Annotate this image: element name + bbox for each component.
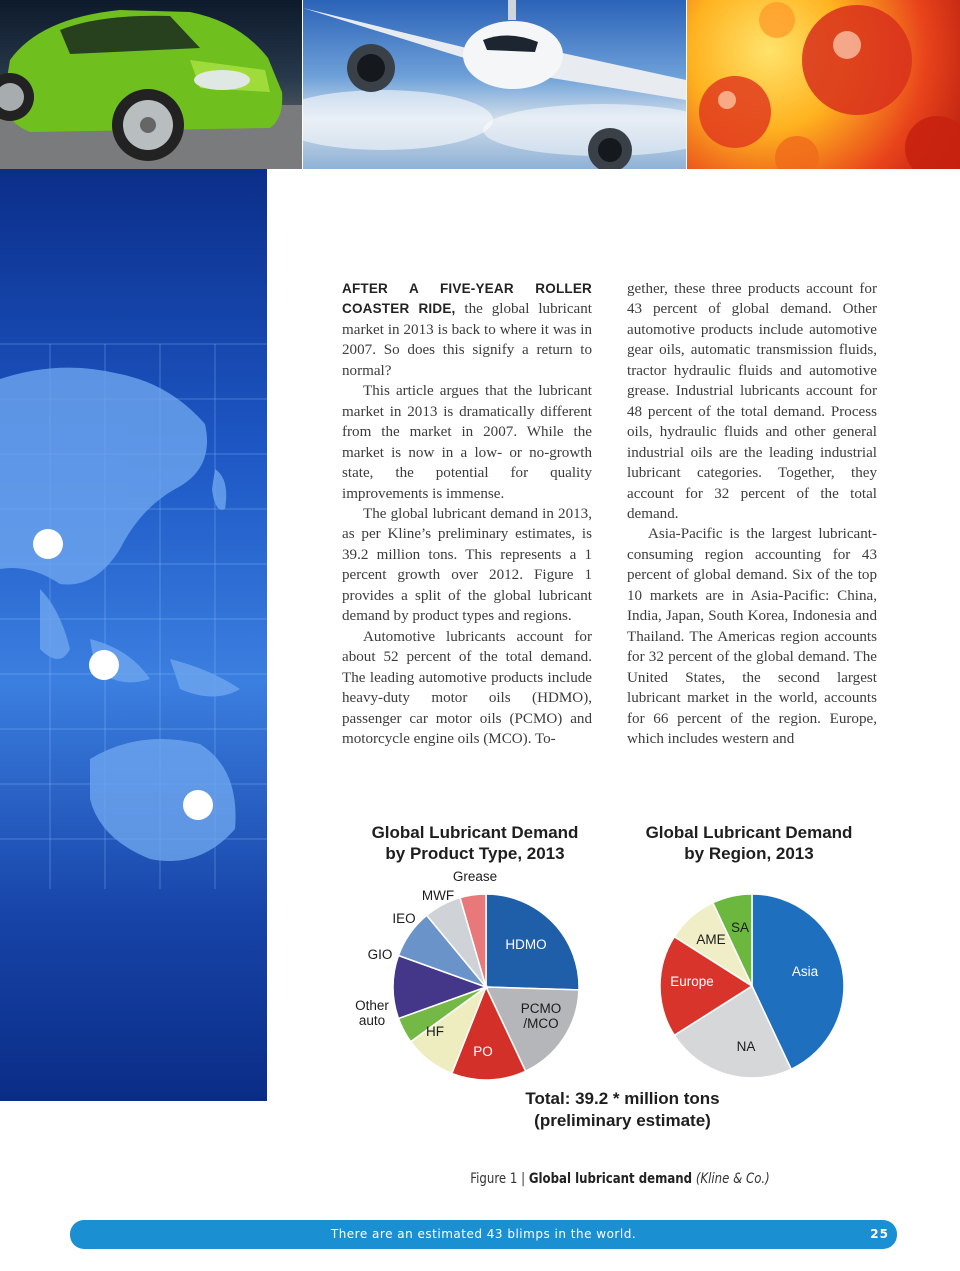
article-lead: AFTER A FIVE-YEAR ROLLER COASTER RIDE, (342, 281, 592, 317)
figure-caption (452, 1171, 788, 1187)
pie-label-other-auto: auto (358, 1013, 386, 1028)
car-photo (0, 0, 302, 169)
pie-chart-region (640, 880, 880, 1086)
pie-label-hf: HF (426, 1024, 444, 1039)
pie-label-pcmo-mco: /MCO (523, 1016, 559, 1031)
pie-label-po: PO (473, 1044, 493, 1059)
article-body-left (342, 279, 592, 749)
pie-label-hdmo: HDMO (505, 937, 547, 952)
figure-source: (Kline & Co.) (695, 1171, 770, 1187)
pie-label-europe: Europe (670, 974, 714, 989)
pie-label-ieo: IEO (392, 911, 416, 926)
chart-title-product-type (352, 822, 598, 864)
pie-chart-product-type (340, 862, 600, 1094)
caption-separator: | (521, 1171, 526, 1187)
chart-title-region (630, 822, 868, 864)
chart-title-line: Global Lubricant Demand (645, 823, 853, 842)
chart-title-line: by Product Type, 2013 (385, 844, 565, 863)
pie-label-ame: AME (696, 932, 726, 947)
pie-label-sa: SA (730, 920, 750, 935)
article-paragraph-4-start: Automotive lubricants account for about 52 percent of the total demand. The leading automotive products include heavy-duty motor oils (HDMO), passenger car motor oils (PCMO) and motorcycle engine oils (MCO). To- (342, 628, 592, 747)
article-paragraph-4-end: gether, these three products account for 43 percent of global demand. Other automotive products include automotive gear oils, automatic transmission fluids, tractor hydraulic fluids and automotive grease. Industrial lubricants account for 48 percent of the total demand. Process oils, hydraulic fluids and other general industrial oils are the leading industrial lubricant categories. Together, they account for 32 percent of the total demand. (627, 281, 877, 522)
page-number: 25 (870, 1227, 889, 1241)
figure-title: Global lubricant demand (528, 1171, 693, 1187)
pie-label-asia: Asia (791, 964, 819, 979)
pie-label-mwf: MWF (421, 888, 455, 903)
world-map-panel (0, 169, 267, 1101)
figure-label: Figure 1 (470, 1171, 518, 1187)
oil-droplets-photo (687, 0, 960, 169)
total-estimate-note: (preliminary estimate) (534, 1111, 711, 1130)
article-paragraph-2: This article argues that the lubricant market in 2013 is dramatically different from the market in 2007. While the market is now in a low- or no-growth state, the potential for quality improvements is immense. (342, 383, 592, 502)
pie-label-pcmo-mco: PCMO (520, 1001, 562, 1016)
pie-label-other-auto: Other (355, 998, 389, 1013)
footer-fact: There are an estimated 43 blimps in the world. (330, 1227, 637, 1241)
chart-title-line: by Region, 2013 (684, 844, 814, 863)
pie-label-gio: GIO (367, 947, 393, 962)
total-label: Total: 39.2 * million tons (525, 1089, 720, 1108)
chart-title-line: Global Lubricant Demand (371, 823, 579, 842)
article-paragraph-3: The global lubricant demand in 2013, as per Kline’s preliminary estimates, is 39.2 million tons. This represents a 1 percent growth over 2012. Figure 1 provides a split of the global lubricant demand by product types and regions. (342, 505, 592, 625)
footer-bar (70, 1220, 897, 1249)
article-paragraph-5: Asia-Pacific is the largest lubricant-consuming region accounting for 43 percent of global demand. Six of the top 10 markets are in Asia-Pacific: China, India, Japan, South Korea, Indonesia and Thailand. The Americas region accounts for 32 percent of the global demand. The United States, the second largest lubricant market in the world, accounts for 66 percent of the region. Europe, which includes western and (627, 526, 877, 747)
pie-label-na: NA (736, 1039, 756, 1054)
article-paragraph-1: the global lubricant market in 2013 is back to where it was in 2007. So does this signify a return to normal? (342, 301, 592, 379)
article-body-right (627, 279, 877, 749)
pie-label-grease: Grease (452, 869, 498, 884)
airplane-photo (303, 0, 686, 169)
